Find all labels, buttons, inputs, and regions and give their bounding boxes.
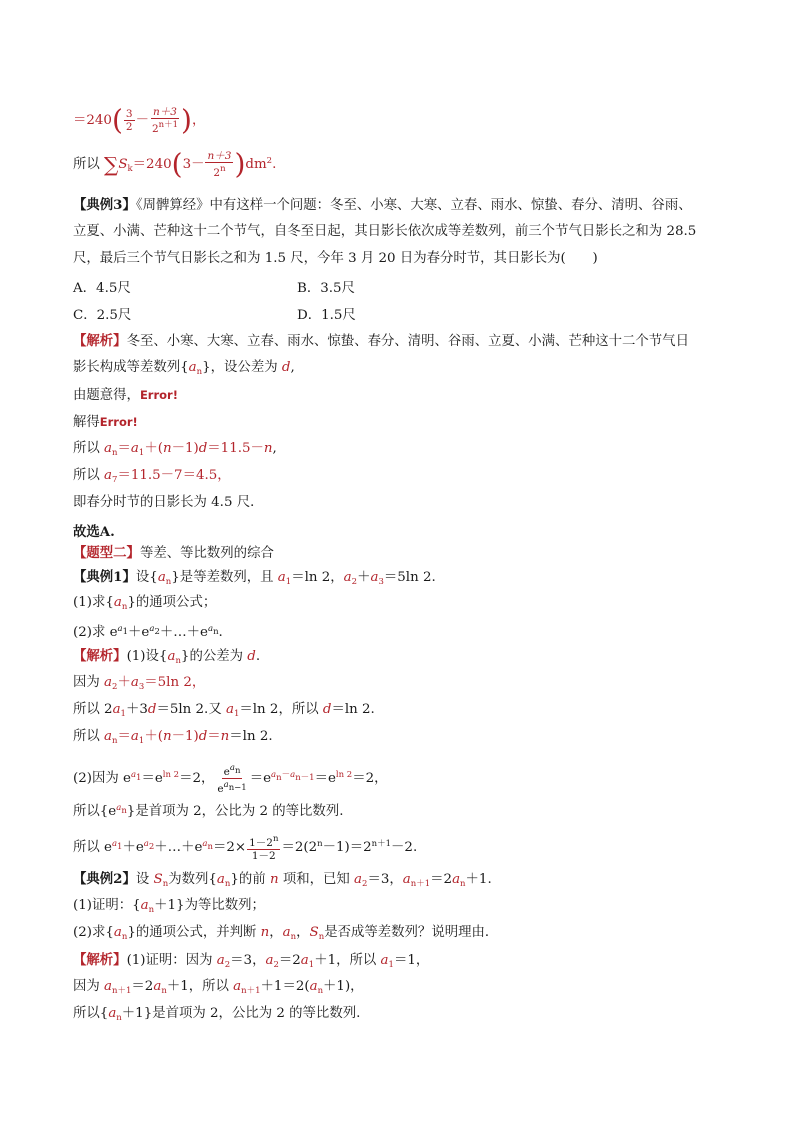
sum-symbol: ∑ bbox=[104, 152, 119, 177]
solution-1-line-2: 因为 $a_2+a_3=5\ln$ 2， bbox=[73, 675, 206, 692]
example-2-line-1: 【典例2】设 $S_n$为数列$\{a_n\}$的前 n 项和，已知 $a_2=3$，$a_{n+1}=2a_n+1$. bbox=[73, 871, 492, 889]
fraction: $\frac{n+3}{2^n}$ bbox=[207, 150, 232, 179]
example-1-q2: (2)求 $e^{a_1}+e^{a_2}+\dots+e^{a_n}$. bbox=[73, 624, 223, 640]
fraction: $\frac{3}{2}$ bbox=[125, 108, 133, 133]
option-b: B．3.5尺 bbox=[297, 281, 355, 296]
solution-3-line-8: 故选A. bbox=[73, 524, 115, 540]
solution-1-line-6: 所以$\{e^{a_n}\}$是首项为 2，公比为 2 的等比数列. bbox=[73, 803, 344, 819]
option-d: D．1.5尺 bbox=[297, 308, 356, 323]
example-2-q2: (2)求$\{a_n\}$的通项公式，并判断 n，$a_n$，$S_n$是否成等差数列？说明理由． bbox=[73, 925, 499, 942]
example-3-line-3: 尺，最后三个节气日影长之和为 1.5 尺，今年 3 月 20 日为春分时节，其日影长为( ) bbox=[73, 251, 598, 266]
solution-2-line-1: 【解析】(1)证明：因为 $a_2=3$，$a_2=2a_1+1$，所以 $a_1=1$， bbox=[73, 952, 430, 970]
solution-3-line-5: 所以 $a_n=a_1+(n-1)d=11.5-n$, bbox=[73, 441, 277, 458]
solution-3-line-6: 所以 $a_7=11.5-7=4.5$， bbox=[73, 468, 231, 485]
example-3-line-2: 立夏、小满、芒种这十二个节气，自冬至日起，其日影长依次成等差数列，前三个节气日影长之和为 28.5 bbox=[73, 224, 697, 239]
type-2-heading: 【题型二】等差、等比数列的综合 bbox=[73, 545, 274, 561]
solution-1-line-4: 所以 $a_n=a_1+(n-1)d=n=\ln$ 2. bbox=[73, 729, 273, 746]
solution-2-line-3: 所以$\{a_n+1\}$是首项为 2，公比为 2 的等比数列. bbox=[73, 1006, 361, 1023]
solution-1-line-1: 【解析】(1)设$\{a_n\}$的公差为 d. bbox=[73, 648, 261, 666]
solution-3-line-4: 解得Error! bbox=[73, 415, 138, 430]
solution-3-line-3: 由题意得，Error! bbox=[73, 388, 178, 403]
example-2-q1: (1)证明：$\{a_n+1\}$为等比数列； bbox=[73, 898, 265, 915]
formula-line-2: 所以 $\sum S_k=240(3-$ $\frac{n+3}{2^n}$ )$dm^2$. bbox=[73, 147, 277, 181]
solution-3-line-2: 影长构成等差数列$\{a_n\}$，设公差为 d, bbox=[73, 360, 295, 377]
option-a: A．4.5尺 bbox=[73, 281, 131, 296]
option-c: C．2.5尺 bbox=[73, 308, 132, 323]
solution-1-line-3: 所以 $2a_1+3d=5\ln$ 2.又 $a_1=\ln$ 2，所以 d＝ln 2. bbox=[73, 702, 375, 719]
formula-line-1: ＝240( $\frac{3}{2}$ － $\frac{n+3}{2^{n+1}}$ )， bbox=[73, 103, 206, 137]
solution-1-line-7: 所以 $e^{a_1}+e^{a_2}+\dots+e^{a_n}=2\times$ $\frac{1-2^n}{1-2}$ $=2(2^n-1)=2^{n+1}-2$. bbox=[73, 834, 418, 862]
solution-3-line-1: 【解析】冬至、小寒、大寒、立春、雨水、惊蛰、春分、清明、谷雨、立夏、小满、芒种这十二个节气日 bbox=[73, 333, 689, 349]
example-3-line-1: 【典例3】《周髀算经》中有这样一个问题：冬至、小寒、大寒、立春、雨水、惊蛰、春分、清明、谷雨、 bbox=[73, 197, 692, 213]
example-1-q1: (1)求$\{a_n\}$的通项公式； bbox=[73, 595, 217, 612]
solution-1-line-5: (2)因为 $e^{a_1}=e^{ln 2}=2$， $\frac{e^{a_n}}{e^{a_{n-1}}}$ $=e^{a_n-a_{n-1}}=e^{ln 2}=2$， bbox=[73, 763, 388, 795]
fraction: $\frac{e^{a_n}}{e^{a_{n-1}}}$ bbox=[217, 763, 247, 795]
example-1-line-1: 【典例1】设$\{a_n\}$是等差数列，且 $a_1=\ln$ 2，$a_2+a_3=5\ln$ 2. bbox=[73, 569, 436, 587]
solution-3-line-7: 即春分时节的日影长为 4.5 尺． bbox=[73, 495, 264, 510]
fraction: $\frac{n+3}{2^{n+1}}$ bbox=[151, 106, 179, 135]
solution-2-line-2: 因为 $a_{n+1}=2a_n+1$，所以 $a_{n+1}+1=2(a_n+1)$， bbox=[73, 979, 364, 996]
fraction: $\frac{1-2^n}{1-2}$ bbox=[249, 834, 279, 862]
